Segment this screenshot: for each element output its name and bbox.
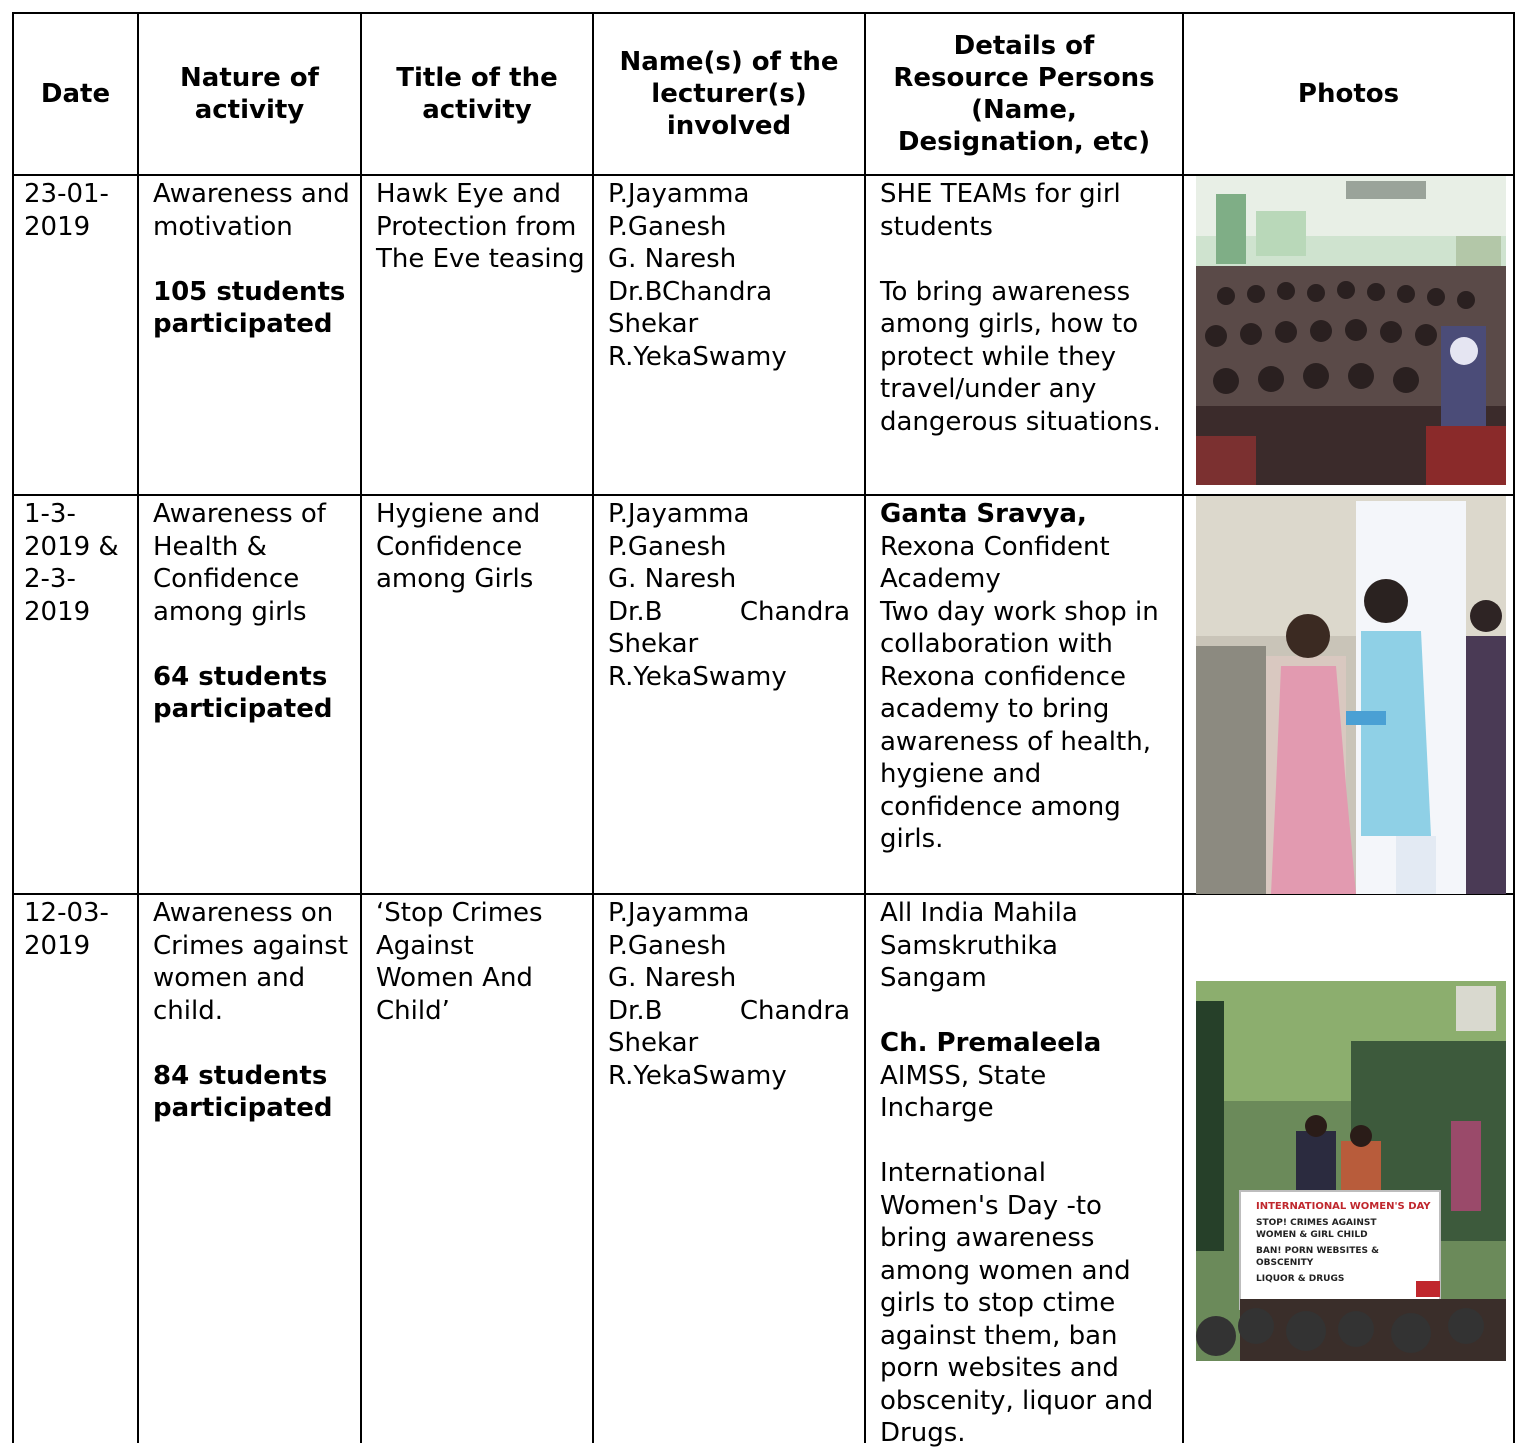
banner-line: BAN! PORN WEBSITES & — [1256, 1246, 1379, 1256]
lecturer-name: P.Ganesh — [608, 211, 727, 242]
lecturer-name: P.Ganesh — [608, 531, 727, 562]
row3-resource — [880, 897, 1170, 1450]
row2-resource — [880, 498, 1170, 856]
row2-photo — [1196, 496, 1506, 894]
table-border-right — [1513, 12, 1515, 1443]
row1-resource-team: SHE TEAMs for girl students — [880, 179, 1121, 242]
row2-participants: 64 students participated — [153, 661, 333, 724]
lecturer-name: R.YekaSwamy — [608, 661, 787, 692]
row3-date: 12-03-2019 — [24, 898, 109, 961]
row3-lecturers — [608, 897, 850, 1092]
row3-photo — [1196, 981, 1506, 1361]
row2-nature-text: Awareness of Health & Confidence among girls — [153, 499, 326, 627]
header-resource-persons: Details of Resource Persons (Name, Designation, etc) — [893, 31, 1155, 157]
column-divider — [137, 12, 139, 1443]
header-lecturers: Name(s) of the lecturer(s) involved — [619, 47, 839, 141]
lecturer-name: Dr.BChandra Shekar — [608, 276, 773, 339]
row1-nature-text: Awareness and motivation — [153, 179, 350, 242]
header-nature-of-activity: Nature of activity — [180, 63, 319, 125]
header-date: Date — [40, 79, 111, 109]
lecturer-name: Dr.B Chandra Shekar — [608, 995, 850, 1058]
row2-lecturers — [608, 498, 850, 693]
column-divider — [864, 12, 866, 1443]
row1-lecturers — [608, 178, 853, 373]
row1-photo — [1196, 176, 1506, 485]
lecturer-name: G. Naresh — [608, 244, 737, 274]
banner-line: INTERNATIONAL WOMEN'S DAY — [1256, 1201, 1431, 1212]
row3-resource-org: All India Mahila Samskruthika Sangam — [880, 898, 1078, 993]
column-divider — [1182, 12, 1184, 1443]
lecturer-name: Dr.B Chandra Shekar — [608, 596, 850, 659]
row3-resource-name: Ch. Premaleela — [880, 1028, 1102, 1058]
row3-resource-desc: International Women's Day -to bring awareness among women and girls to stop ctime against them, ban porn websites and obscenity, liquor and Drugs. — [880, 1158, 1154, 1448]
banner-line: OBSCENITY — [1256, 1258, 1314, 1268]
row2-resource-org: Rexona Confident Academy — [880, 531, 1110, 594]
row2-resource-desc: Two day work shop in collaboration with Rexona confidence academy to bring awareness of health, hygiene and confidence among girls. — [880, 596, 1159, 854]
lecturer-name: P.Jayamma — [608, 499, 750, 529]
row2-resource-name: Ganta Sravya, — [880, 499, 1087, 529]
header-title-of-activity: Title of the activity — [396, 63, 558, 125]
row1-resource-desc: To bring awareness among girls, how to protect while they travel/under any dangerous situations. — [880, 276, 1161, 437]
row3-title: ‘Stop Crimes Against Women And Child’ — [376, 898, 543, 1026]
lecturer-name: P.Ganesh — [608, 930, 727, 961]
column-divider — [592, 12, 594, 1443]
row2-nature — [153, 498, 353, 726]
lecturer-name: R.YekaSwamy — [608, 341, 787, 372]
header-photos: Photos — [1297, 79, 1400, 109]
row3-nature — [153, 897, 353, 1125]
row3-resource-role: AIMSS, State Incharge — [880, 1060, 1047, 1123]
banner-line: STOP! CRIMES AGAINST — [1256, 1218, 1377, 1228]
row1-date: 23-01-2019 — [24, 179, 109, 242]
lecturer-name: P.Jayamma — [608, 898, 750, 928]
row2-date: 1-3-2019 & 2-3-2019 — [24, 499, 119, 627]
row1-resource — [880, 178, 1176, 438]
banner-line: LIQUOR & DRUGS — [1256, 1274, 1345, 1284]
row2-title: Hygiene and Confidence among Girls — [376, 499, 541, 594]
lecturer-name: G. Naresh — [608, 564, 737, 594]
row1-title: Hawk Eye and Protection from The Eve teasing — [376, 179, 585, 274]
row1-nature — [153, 178, 353, 341]
banner-line: WOMEN & GIRL CHILD — [1256, 1230, 1368, 1240]
lecturer-name: P.Jayamma — [608, 179, 750, 209]
row3-nature-text: Awareness on Crimes against women and child. — [153, 898, 349, 1026]
lecturer-name: G. Naresh — [608, 963, 737, 993]
row3-participants: 84 students participated — [153, 1060, 333, 1123]
row1-participants: 105 students participated — [153, 276, 346, 339]
lecturer-name: R.YekaSwamy — [608, 1060, 787, 1091]
column-divider — [12, 12, 14, 1443]
column-divider — [360, 12, 362, 1443]
